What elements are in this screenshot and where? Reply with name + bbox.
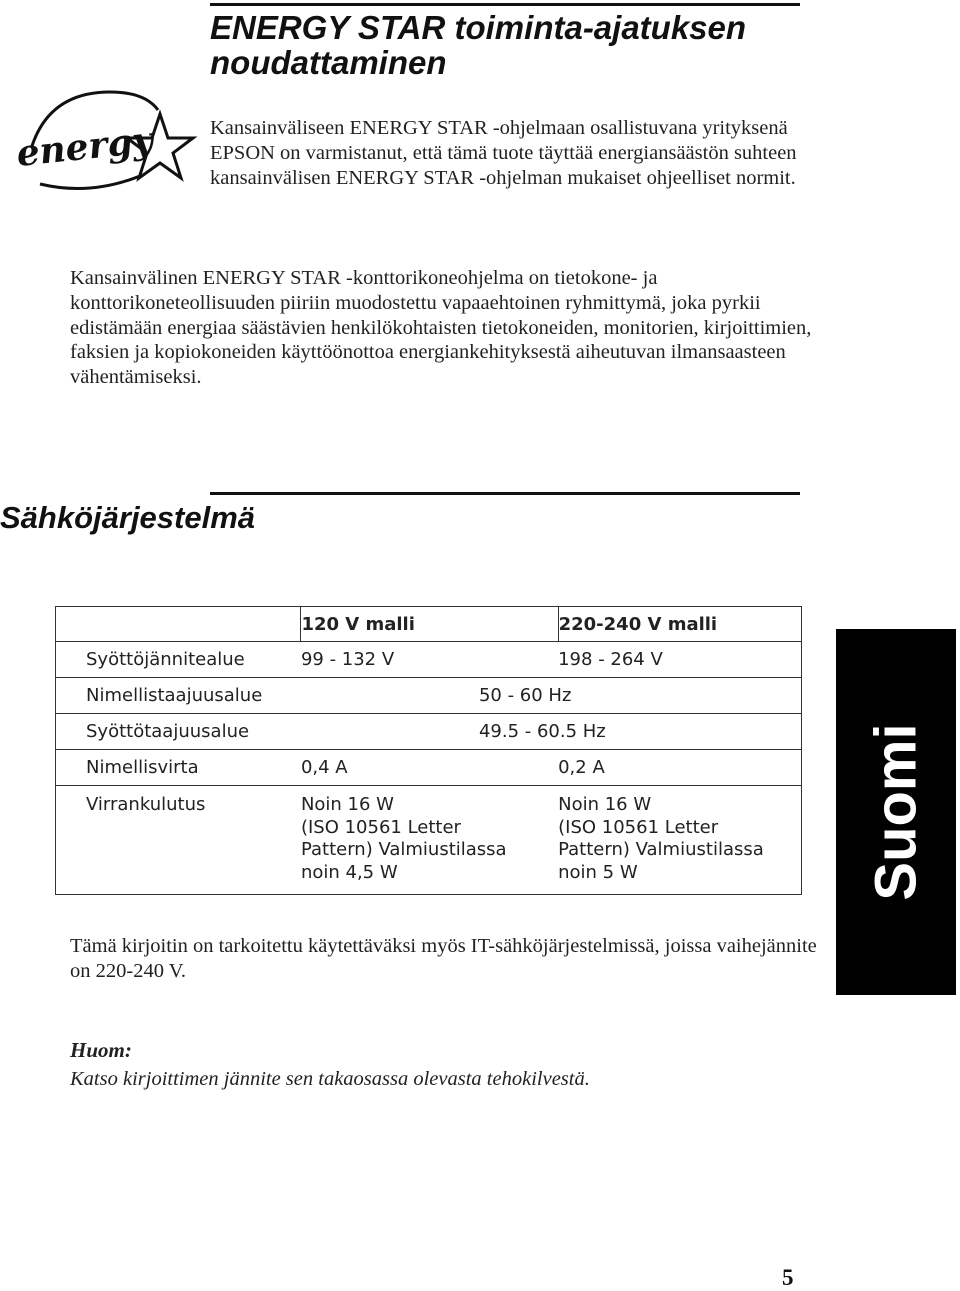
- cell-merged: 50 - 60 Hz: [301, 678, 802, 714]
- title-line-1: ENERGY STAR toiminta-ajatuksen: [210, 9, 747, 46]
- cell-120v: [301, 786, 558, 895]
- intro-paragraph: Kansainväliseen ENERGY STAR -ohjelmaan osallistuvana yrityksenä EPSON on varmistanut, että tämä tuote täyttää energiansäästön suhteen kansainvälisen ENERGY STAR -ohjelman mukaiset ohjeelliset normit.: [210, 117, 797, 189]
- table-row: [56, 678, 802, 714]
- cell-120v: 0,4 A: [301, 750, 558, 786]
- note-text: Katso kirjoittimen jännite sen takaosassa olevasta tehokilvestä.: [70, 1068, 590, 1090]
- table-header-empty: [56, 607, 301, 642]
- energy-star-title: [210, 10, 746, 80]
- cell-line: (ISO 10561 Letter: [300, 816, 461, 838]
- it-system-note: Tämä kirjoitin on tarkoitettu käytettäväksi myös IT-sähköjärjestelmissä, joissa vaihejännite on 220-240 V.: [70, 935, 817, 982]
- cell-line: Noin 16 W: [558, 794, 652, 815]
- row-label: Nimellisvirta: [56, 750, 301, 786]
- section-rule: [210, 492, 800, 495]
- cell-line: noin 4,5 W: [300, 861, 398, 883]
- cell-line: (ISO 10561 Letter: [558, 816, 719, 838]
- energy-star-logo-icon: [10, 84, 200, 204]
- row-label: Nimellistaajuusalue: [56, 678, 301, 714]
- note-label: Huom:: [70, 1038, 132, 1062]
- table-row: [56, 642, 802, 678]
- cell-230v: 198 - 264 V: [558, 642, 801, 678]
- cell-line: Pattern) Valmiustilassa: [558, 839, 764, 860]
- power-section-title: Sähköjärjestelmä: [0, 500, 256, 535]
- cell-line: noin 5 W: [558, 861, 638, 883]
- cell-line: Noin 16 W: [300, 794, 394, 815]
- page-number: 5: [782, 1265, 794, 1290]
- cell-230v: [558, 786, 801, 895]
- row-label: Syöttötaajuusalue: [56, 714, 301, 750]
- language-tab-label: Suomi: [863, 723, 929, 901]
- language-side-tab: [836, 629, 956, 995]
- energy-program-paragraph: Kansainvälinen ENERGY STAR -konttorikoneohjelma on tietokone- ja konttorikoneteollisuuden piiriin muodostettu vapaaehtoinen ryhmittymä, joka pyrkii edistämään energiaa säästävien henkilökohtaisten tietokoneiden, monitorien, kirjoittimien, faksien ja kopiokoneiden käyttöönottoa energiankehityksestä aiheutuvan ilmansaasteen vähentämiseksi.: [70, 267, 812, 389]
- cell-230v: 0,2 A: [558, 750, 801, 786]
- row-label: Syöttöjännitealue: [56, 642, 301, 678]
- table-row: [56, 714, 802, 750]
- table-header-230v: 220-240 V malli: [558, 607, 801, 642]
- logo-script-text: energy: [14, 118, 156, 175]
- cell-120v: 99 - 132 V: [301, 642, 558, 678]
- table-header-row: [56, 607, 802, 642]
- cell-line: Pattern) Valmiustilassa: [300, 839, 507, 860]
- title-line-2: noudattaminen: [210, 44, 447, 81]
- table-row: [56, 750, 802, 786]
- top-rule: [210, 3, 800, 6]
- row-label: Virrankulutus: [56, 786, 301, 895]
- table-row: [56, 786, 802, 895]
- table-header-120v: 120 V malli: [301, 607, 558, 642]
- cell-merged: 49.5 - 60.5 Hz: [301, 714, 802, 750]
- power-spec-table: [55, 606, 802, 895]
